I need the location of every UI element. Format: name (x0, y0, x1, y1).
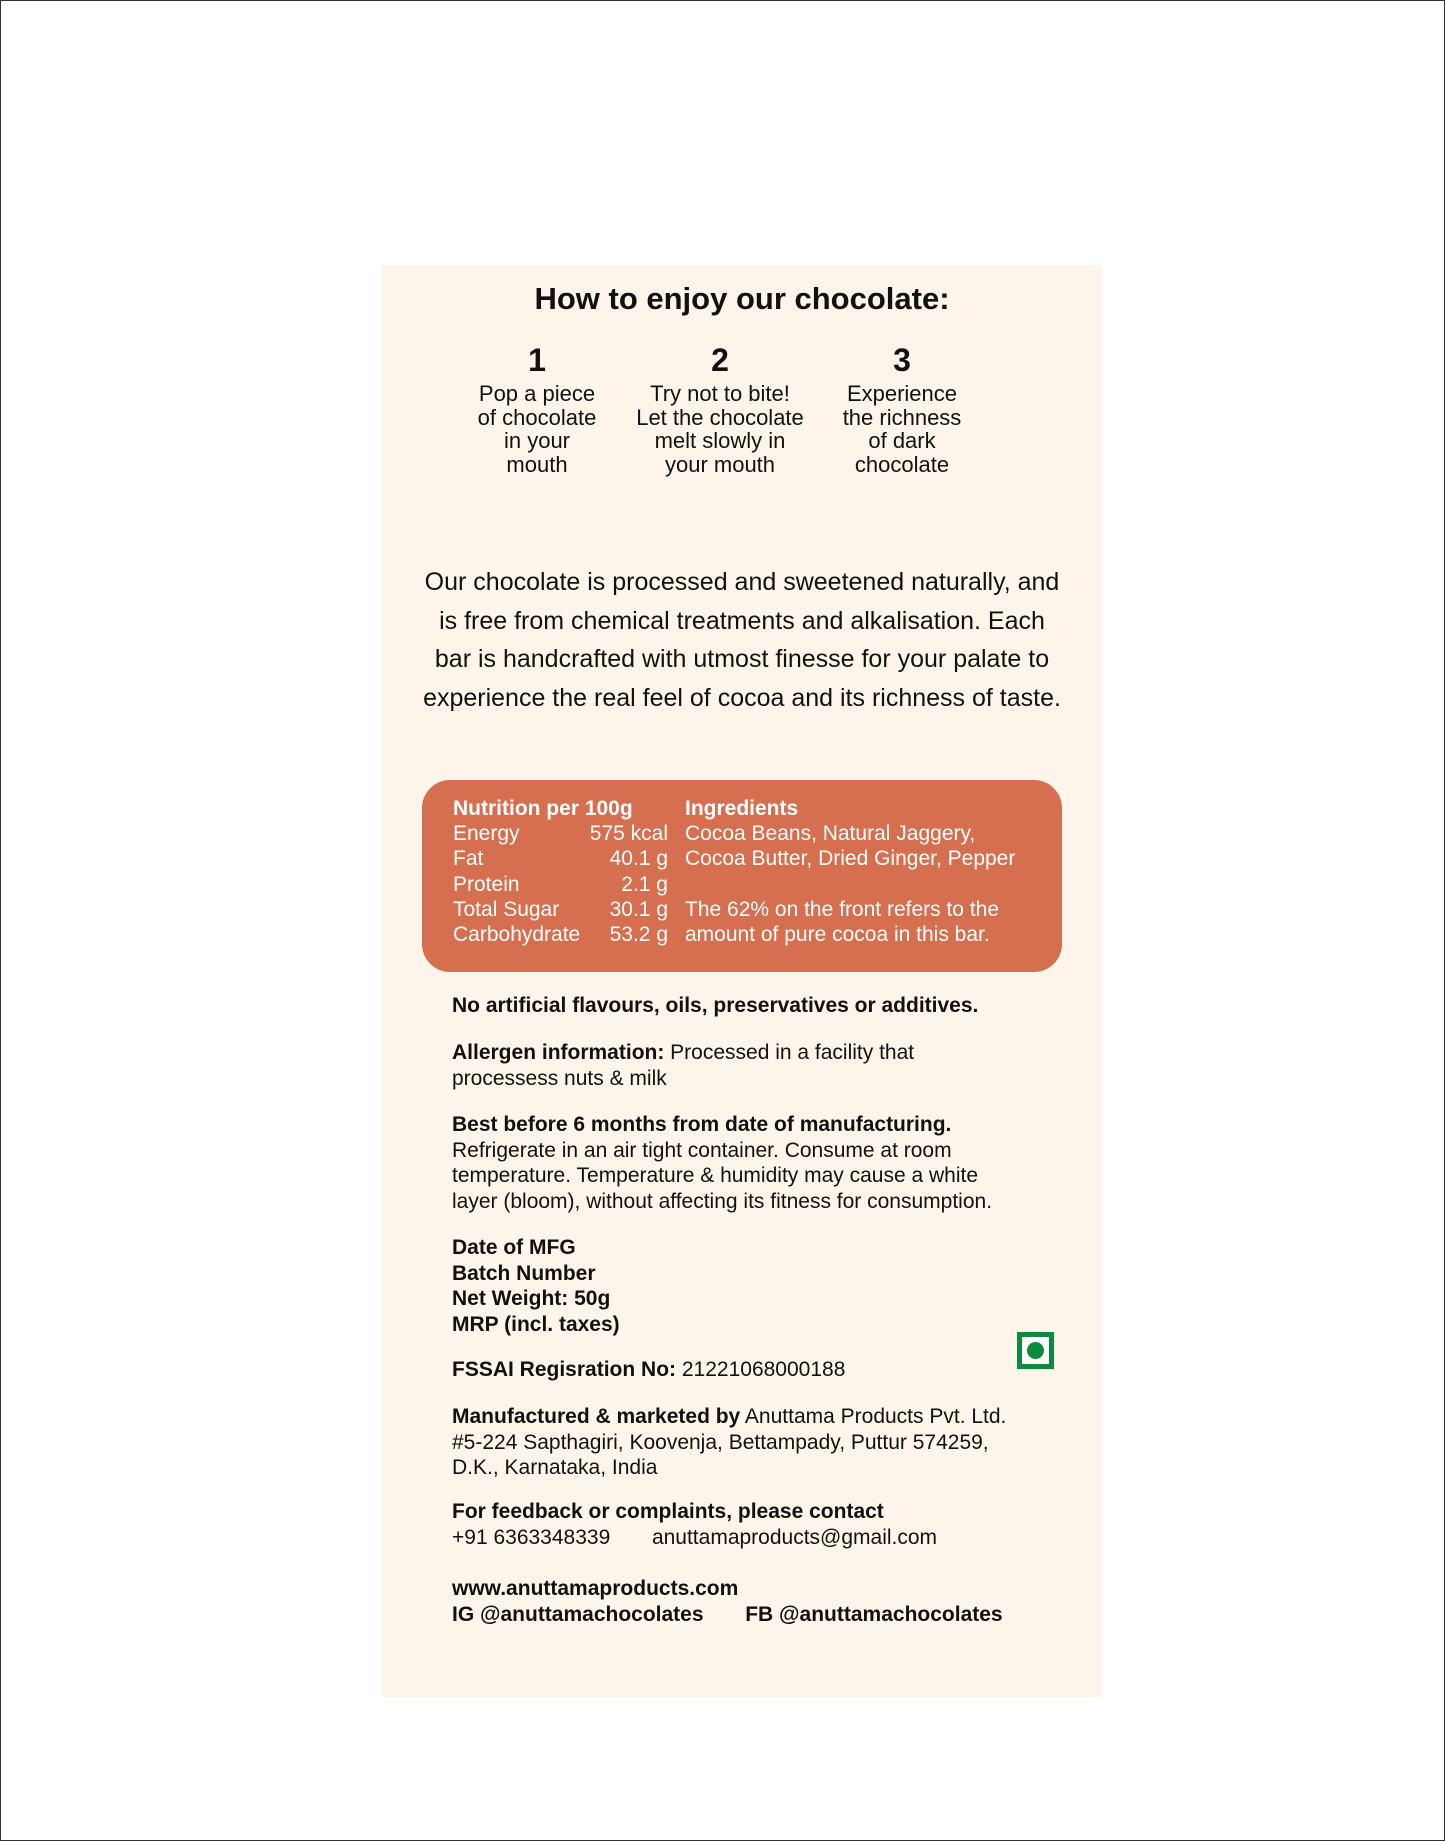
nutrient-value: 30.1 g (609, 897, 668, 921)
mrp-label: MRP (incl. taxes) (452, 1312, 620, 1336)
step-text: Experience the richness of dark chocolate (842, 381, 962, 477)
step-text: Pop a piece of chocolate in your mouth (477, 381, 597, 477)
cocoa-note-line: amount of pure cocoa in this bar. (685, 923, 990, 947)
facebook-handle: FB @anuttamachocolates (745, 1602, 1003, 1626)
nutrition-box (422, 780, 1062, 972)
best-before-info (452, 1112, 1072, 1214)
nutrition-row (453, 872, 668, 897)
feedback-label: For feedback or complaints, please contact (452, 1500, 884, 1523)
step-text: Try not to bite! Let the chocolate melt slowly in your mouth (636, 381, 804, 477)
label-panel (382, 265, 1102, 1697)
manufacturer-label: Manufactured & marketed by (452, 1405, 741, 1428)
cocoa-note-line: The 62% on the front refers to the (685, 897, 1000, 921)
nutrition-table (453, 796, 668, 947)
manufacturer-address: #5-224 Sapthagiri, Koovenja, Bettampady, Puttur 574259, (452, 1430, 989, 1454)
ingredients-line: Cocoa Beans, Natural Jaggery, (685, 822, 976, 845)
nutrition-title: Nutrition per 100g (453, 797, 633, 820)
product-details (452, 1235, 1072, 1337)
nutrient-value: 40.1 g (609, 847, 668, 871)
ingredients-section (685, 796, 1057, 947)
feedback-phone: +91 6363348339 (452, 1525, 611, 1549)
nutrient-value: 575 kcal (589, 822, 668, 845)
ingredients-line: Cocoa Butter, Dried Ginger, Pepper (685, 847, 1016, 871)
storage-text: temperature. Temperature & humidity may cause a white (452, 1164, 979, 1187)
feedback-info (452, 1499, 1072, 1550)
nutrient-label: Protein (453, 872, 520, 896)
step-3 (812, 340, 992, 476)
storage-text: layer (bloom), without affecting its fitness for consumption. (452, 1189, 993, 1213)
nutrient-label: Fat (453, 847, 484, 871)
ingredients-title: Ingredients (685, 797, 799, 820)
allergen-label: Allergen information: (452, 1041, 665, 1064)
instagram-handle: IG @anuttamachocolates (452, 1602, 704, 1626)
website-link: www.anuttamaproducts.com (452, 1577, 739, 1600)
step-1 (447, 340, 627, 476)
step-2 (630, 340, 810, 476)
step-number: 2 (711, 342, 729, 378)
nutrient-label: Carbohydrate (453, 923, 581, 947)
social-links (452, 1576, 1072, 1627)
nutrition-row (453, 821, 668, 846)
allergen-text: processess nuts & milk (452, 1066, 667, 1090)
nutrition-row (453, 897, 668, 922)
manufacturer-address: D.K., Karnataka, India (452, 1456, 658, 1479)
no-artificial-statement: No artificial flavours, oils, preservatives or additives. (452, 994, 979, 1017)
best-before-label: Best before 6 months from date of manufacturing. (452, 1113, 952, 1136)
storage-text: Refrigerate in an air tight container. Consume at room (452, 1138, 952, 1162)
mfg-date-label: Date of MFG (452, 1236, 576, 1259)
manufacturer-info (452, 1404, 1072, 1481)
nutrient-value: 2.1 g (621, 872, 668, 896)
fssai-number: 21221068000188 (676, 1358, 846, 1381)
manufacturer-name: Anuttama Products Pvt. Ltd. (740, 1405, 1007, 1428)
nutrition-row (453, 922, 668, 947)
nutrient-label: Energy (453, 822, 520, 845)
fssai-info (452, 1357, 1072, 1383)
allergen-info (452, 1040, 1072, 1091)
fssai-label: FSSAI Regisration No: (452, 1358, 677, 1381)
nutrient-label: Total Sugar (453, 897, 560, 921)
step-number: 3 (893, 342, 911, 378)
nutrition-row (453, 846, 668, 871)
intro-paragraph: Our chocolate is processed and sweetened naturally, and is free from chemical treatments and alkalisation. Each bar is handcrafted with utmost finesse for your palate to experience the real feel of cocoa and its richness of taste. (423, 568, 1061, 712)
nutrient-value: 53.2 g (609, 923, 668, 947)
page-title: How to enjoy our chocolate: (534, 281, 950, 316)
feedback-email: anuttamaproducts@gmail.com (651, 1525, 938, 1549)
step-number: 1 (528, 342, 546, 378)
net-weight: Net Weight: 50g (452, 1287, 611, 1310)
allergen-text: Processed in a facility that (664, 1041, 915, 1064)
batch-number-label: Batch Number (452, 1261, 596, 1285)
